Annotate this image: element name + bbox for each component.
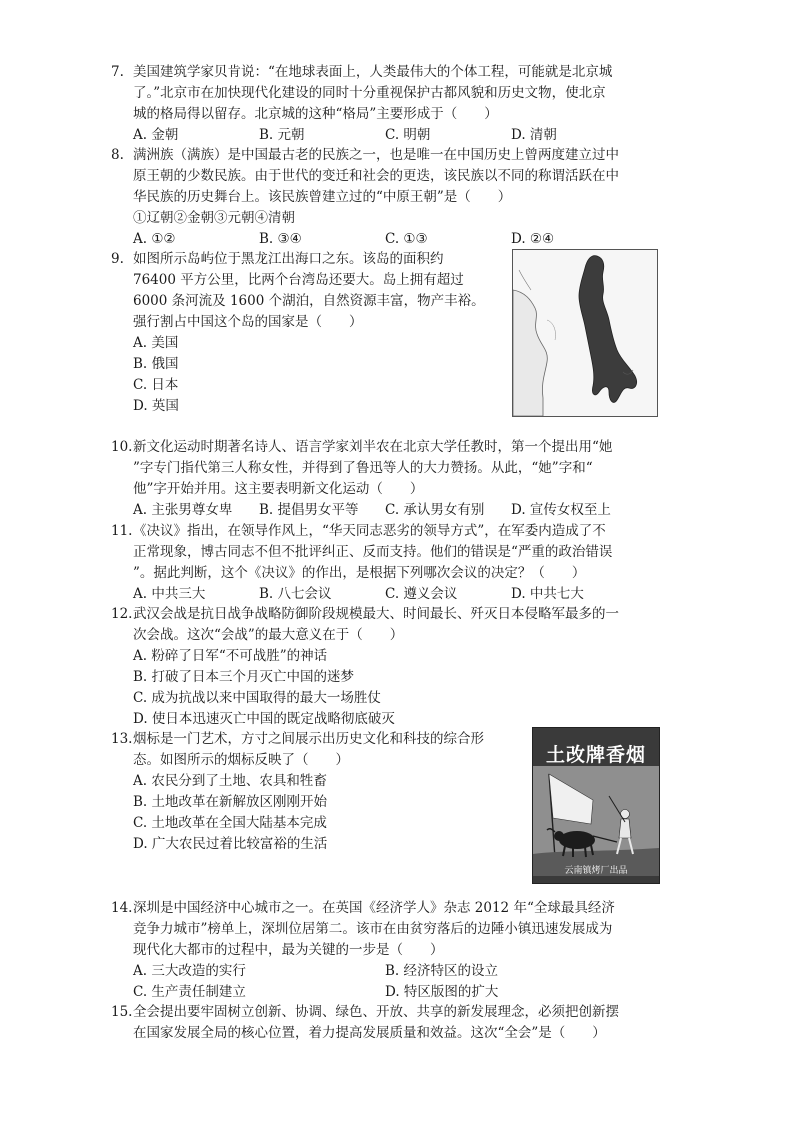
- option-b[interactable]: B. 八七会议: [259, 586, 332, 602]
- question-stem-line: 强行割占中国这个岛的国家是（ ）: [133, 314, 363, 330]
- question-stem-line: 在国家发展全局的核心位置，着力提高发展质量和效益。这次“全会”是（ ）: [133, 1025, 606, 1041]
- option-c[interactable]: C. 土地改革在全国大陆基本完成: [133, 815, 327, 831]
- question-stem-line: 《决议》指出，在领导作风上，“华天同志恶劣的领导方式”，在军委内造成了不: [133, 523, 606, 539]
- question-stem-line: 烟标是一门艺术，方寸之间展示出历史文化和科技的综合形: [133, 731, 484, 747]
- question-15: [111, 1002, 663, 1044]
- question-stem-line: ”字专门指代第三人称女性，并得到了鲁迅等人的大力赞扬。从此，“她”字和“: [133, 460, 593, 476]
- question-stem-line: 原王朝的少数民族。由于世代的变迁和社会的更迭，该民族以不同的称谓活跃在中: [133, 168, 619, 184]
- option-c[interactable]: C. 遵义会议: [385, 586, 458, 602]
- question-number: 9.: [111, 251, 124, 267]
- question-14: [111, 898, 663, 1003]
- option-b[interactable]: B. 俄国: [133, 356, 179, 372]
- question-stem-line: 全会提出要牢固树立创新、协调、绿色、开放、共享的新发展理念，必须把创新摆: [133, 1004, 619, 1020]
- question-stem-line: 了。”北京市在加快现代化建设的同时十分重视保护古都风貌和历史文物，使北京: [133, 85, 606, 101]
- option-d[interactable]: D. 宣传女权至上: [511, 502, 611, 518]
- sakhalin-island-map-icon: [513, 250, 657, 416]
- options: [133, 125, 663, 146]
- question-number: 10.: [111, 439, 133, 455]
- option-a[interactable]: A. 金朝: [133, 127, 179, 143]
- option-b[interactable]: B. 经济特区的设立: [385, 963, 499, 979]
- question-stem-line: 新文化运动时期著名诗人、语言学家刘半农在北京大学任教时，第一个提出用“她: [133, 439, 613, 455]
- question-number: 15.: [111, 1004, 133, 1020]
- question-stem-line: 态。如图所示的烟标反映了（ ）: [133, 752, 349, 768]
- cigarette-label-title: 土改牌香烟: [545, 744, 646, 766]
- question-number: 8.: [111, 147, 124, 163]
- question-stem-line: 城的格局得以留存。北京城的这种“格局”主要形成于（ ）: [133, 106, 498, 122]
- options: [133, 771, 523, 855]
- question-number: 13.: [111, 731, 133, 747]
- options: [133, 961, 663, 1003]
- options: [133, 646, 663, 730]
- option-d[interactable]: D. 清朝: [511, 127, 557, 143]
- question-12: [111, 604, 663, 730]
- option-a[interactable]: A. 主张男尊女卑: [133, 502, 233, 518]
- question-stem-line: 正常现象，博古同志不但不批评纠正、反而支持。他们的错误是“严重的政治错误: [133, 544, 613, 560]
- option-a[interactable]: A. 美国: [133, 335, 179, 351]
- question-stem-line: ①辽朝②金朝③元朝④清朝: [133, 210, 295, 226]
- question-7: [111, 62, 663, 146]
- question-stem-line: 次会战。这次“会战”的最大意义在于（ ）: [133, 627, 404, 643]
- option-a[interactable]: A. ①②: [133, 231, 176, 247]
- option-a[interactable]: A. 中共三大: [133, 586, 206, 602]
- options: [133, 500, 663, 521]
- options: [133, 333, 493, 417]
- question-11: [111, 521, 663, 605]
- option-d[interactable]: D. 使日本迅速灭亡中国的既定战略彻底破灭: [133, 711, 395, 727]
- question-8: [111, 145, 663, 250]
- option-d[interactable]: D. 中共七大: [511, 586, 584, 602]
- farmer-plowing-with-ox-icon: [533, 766, 659, 876]
- question-stem-line: 深圳是中国经济中心城市之一。在英国《经济学人》杂志 2012 年“全球最具经济: [133, 900, 615, 916]
- option-c[interactable]: C. ①③: [385, 231, 428, 247]
- option-c[interactable]: C. 承认男女有别: [385, 502, 485, 518]
- option-b[interactable]: B. ③④: [259, 231, 302, 247]
- options: [133, 584, 663, 605]
- question-number: 14.: [111, 900, 133, 916]
- question-number: 11.: [111, 523, 133, 539]
- question-stem-line: 武汉会战是抗日战争战略防御阶段规模最大、时间最长、歼灭日本侵略军最多的一: [133, 606, 619, 622]
- option-a[interactable]: A. 农民分到了土地、农具和牲畜: [133, 773, 327, 789]
- question-10: [111, 437, 663, 521]
- option-b[interactable]: B. 提倡男女平等: [259, 502, 359, 518]
- option-d[interactable]: D. 广大农民过着比较富裕的生活: [133, 836, 328, 852]
- cigarette-label-maker: 云南镇烤厂出品: [564, 866, 628, 876]
- question-stem-line: 竞争力城市”榜单上，深圳位居第二。该市在由贫穷落后的边陲小镇迅速发展成为: [133, 921, 613, 937]
- question-9: [111, 249, 493, 417]
- question-stem-line: 满洲族（满族）是中国最古老的民族之一，也是唯一在中国历史上曾两度建立过中: [133, 147, 619, 163]
- question-number: 12.: [111, 606, 133, 622]
- option-a[interactable]: A. 三大改造的实行: [133, 963, 246, 979]
- question-stem-line: 美国建筑学家贝肯说：“在地球表面上，人类最伟大的个体工程，可能就是北京城: [133, 64, 613, 80]
- option-c[interactable]: C. 生产责任制建立: [133, 984, 246, 1000]
- question-13: [111, 729, 523, 855]
- option-b[interactable]: B. 打破了日本三个月灭亡中国的迷梦: [133, 669, 355, 685]
- question-number: 7.: [111, 64, 124, 80]
- option-b[interactable]: B. 土地改革在新解放区刚刚开始: [133, 794, 328, 810]
- options: [133, 229, 663, 250]
- option-c[interactable]: C. 日本: [133, 377, 179, 393]
- question-stem-line: 6000 条河流及 1600 个湖泊，自然资源丰富，物产丰裕。: [133, 293, 485, 309]
- option-d[interactable]: D. ②④: [511, 231, 555, 247]
- question-stem-line: 他”字开始并用。这主要表明新文化运动（ ）: [133, 481, 424, 497]
- option-b[interactable]: B. 元朝: [259, 127, 305, 143]
- cigarette-label-figure: [532, 727, 660, 884]
- question-stem-line: 华民族的历史舞台上。该民族曾建立过的“中原王朝”是（ ）: [133, 189, 512, 205]
- option-d[interactable]: D. 特区版图的扩大: [385, 984, 499, 1000]
- question-stem-line: 现代化大都市的过程中，最为关键的一步是（ ）: [133, 942, 444, 958]
- option-c[interactable]: C. 成为抗战以来中国取得的最大一场胜仗: [133, 690, 381, 706]
- question-stem-line: 如图所示岛屿位于黑龙江出海口之东。该岛的面积约: [133, 251, 444, 267]
- option-a[interactable]: A. 粉碎了日军“不可战胜”的神话: [133, 648, 328, 664]
- island-map-figure: [512, 249, 658, 417]
- option-c[interactable]: C. 明朝: [385, 127, 431, 143]
- question-stem-line: 76400 平方公里，比两个台湾岛还要大。岛上拥有超过: [133, 272, 464, 288]
- question-stem-line: ”。据此判断，这个《决议》的作出，是根据下列哪次会议的决定？（ ）: [133, 565, 586, 581]
- option-d[interactable]: D. 英国: [133, 398, 179, 414]
